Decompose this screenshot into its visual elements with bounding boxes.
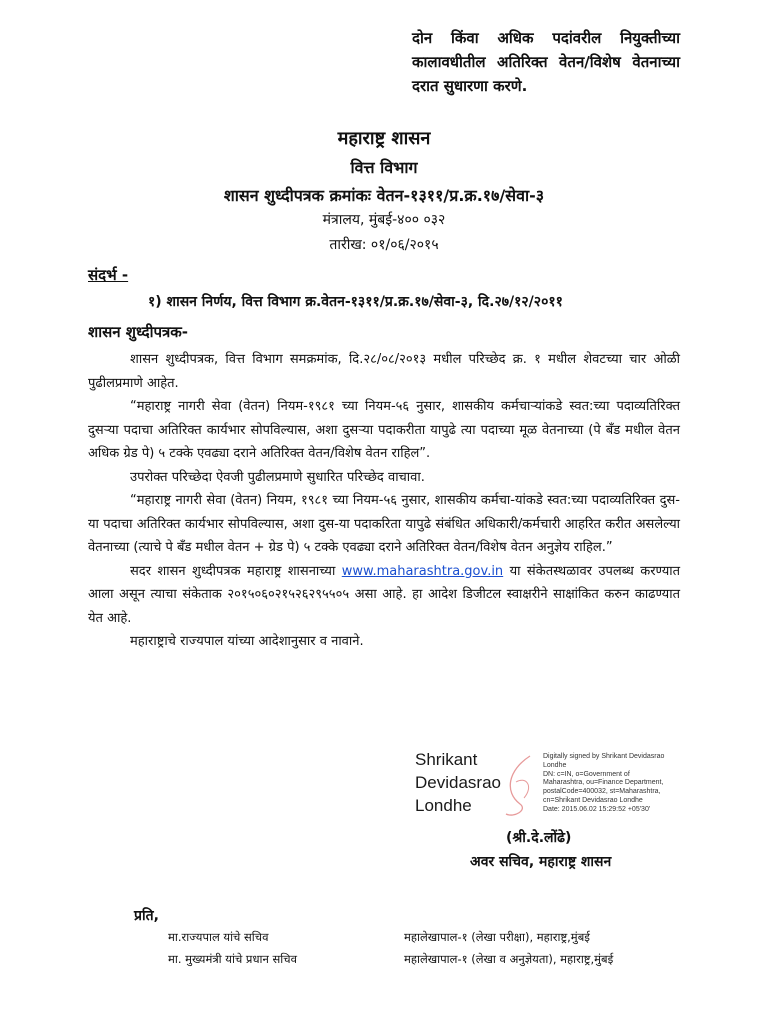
signature-info-line: Maharashtra, ou=Finance Department, — [543, 779, 664, 787]
closing-line: महाराष्ट्राचे राज्यपाल यांच्या आदेशानुसार व नावाने. — [130, 634, 364, 649]
signature-info-line: Date: 2015.06.02 15:29:52 +05'30' — [543, 805, 651, 813]
reference-item: १) शासन निर्णय, वित्त विभाग क्र.वेतन-१३११/प्र.क्र.१७/सेवा-३, दि.२७/१२/२०११ — [148, 294, 563, 310]
government-title: महाराष्ट्र शासन — [337, 128, 431, 149]
signer-name-line: Shrikant — [415, 750, 478, 769]
signature-info-line: DN: c=IN, o=Government of — [543, 770, 630, 778]
signature-info-line: Londhe — [543, 761, 567, 769]
recipient-left: मा. मुख्यमंत्री यांचे प्रधान सचिव — [168, 952, 297, 966]
paragraph: उपरोक्त परिच्छेदा ऐवजी पुढीलप्रमाणे सुधारित परिच्छेद वाचावा. — [130, 469, 425, 485]
recipients-heading: प्रति, — [134, 908, 159, 924]
signature-info-line: postalCode=400032, st=Maharashtra, — [543, 788, 661, 796]
department-title: वित्त विभाग — [350, 158, 418, 177]
signature-info-line: Digitally signed by Shrikant Devidasrao — [543, 753, 665, 760]
subject-line: दोन किंवा अधिक पदांवरील नियुक्तीच्या कालावधीतील अतिरिक्त वेतन/विशेष वेतनाच्या दरात सुधारणा करणे. — [412, 29, 680, 95]
publication-text-after: या संकेतस्थळावर उपलब्ध करण्यात आला असून त्याचा संकेताक २०१५०६०२१५२६२९५५०५ असा आहे. हा आदेश डिजीटल स्वाक्षरीने साक्षांकित करुन काढण्यात येत आहे. — [88, 563, 681, 626]
signer-initials: (श्री.दे.लोंढे) — [506, 830, 572, 846]
signer-name-line: Devidasrao — [415, 773, 501, 792]
office-address: मंत्रालय, मुंबई-४०० ०३२ — [322, 212, 446, 228]
website-link[interactable]: www.maharashtra.gov.in — [341, 563, 504, 579]
signature-info-line: cn=Shrikant Devidasrao Londhe — [543, 796, 643, 804]
paragraph: “महाराष्ट्र नागरी सेवा (वेतन) नियम-१९८१ च्या नियम-५६ नुसार, शासकीय कर्मचाऱ्यांकडे स्वत:च्या पदाव्यतिरिक्त दुसऱ्या पदाचा अतिरिक्त कार्यभार सोपविल्यास, अशा दुसऱ्या पदाकरीता यापुढे त्या पदाच्या मूळ वेतनाच्या (पे बँड मधील वेतन अधिक ग्रेड पे) ५ टक्के एवढ्या दराने अतिरिक्त वेतन/विशेष वेतन राहिल”. — [88, 399, 680, 461]
corrigendum-body — [88, 348, 680, 654]
signer-name — [415, 748, 501, 817]
signer-name-line: Londhe — [415, 796, 472, 815]
recipient-right: महालेखापाल-१ (लेखा व अनुज्ञेयता), महाराष्ट्र,मुंबई — [404, 952, 614, 966]
digital-signature-info — [543, 753, 713, 815]
paragraph: शासन शुध्दीपत्रक, वित्त विभाग समक्रमांक, दि.२८/०८/२०१३ मधील परिच्छेद क्र. १ मधील शेवटच्या चार ओळी पुढीलप्रमाणे आहेत. — [88, 352, 680, 391]
publication-text-before: सदर शासन शुध्दीपत्रक महाराष्ट्र शासनाच्या — [130, 563, 336, 579]
paragraph: “महाराष्ट्र नागरी सेवा (वेतन) नियम, १९८१ च्या नियम-५६ नुसार, शासकीय कर्मचा-यांकडे स्वत:च्या पदाव्यतिरिक्त दुस-या पदाचा अतिरिक्त कार्यभार सोपविल्यास, अशा दुस-या पदाकरिता यापुढे संबंधित अधिकारी/कर्मचारी आहरित करीत असलेल्या वेतनाच्या (त्याचे पे बँड मधील वेतन + ग्रेड पे) ५ टक्के एवढ्या दराने अतिरिक्त वेतन/विशेष वेतन अनुज्ञेय राहिल.” — [88, 493, 680, 555]
recipient-left: मा.राज्यपाल यांचे सचिव — [168, 930, 269, 944]
recipient-right: महालेखापाल-१ (लेखा परीक्षा), महाराष्ट्र,मुंबई — [404, 930, 590, 944]
corrigendum-heading: शासन शुध्दीपत्रक- — [88, 323, 189, 341]
signature-mark-icon — [500, 752, 542, 822]
issue-date: तारीख: ०१/०६/२०१५ — [329, 237, 439, 253]
reference-number: शासन शुध्दीपत्रक क्रमांकः वेतन-१३११/प्र.क्र.१७/सेवा-३ — [223, 186, 545, 205]
publication-paragraph — [88, 560, 680, 631]
signer-designation: अवर सचिव, महाराष्ट्र शासन — [470, 854, 612, 870]
reference-heading: संदर्भ - — [88, 266, 129, 284]
